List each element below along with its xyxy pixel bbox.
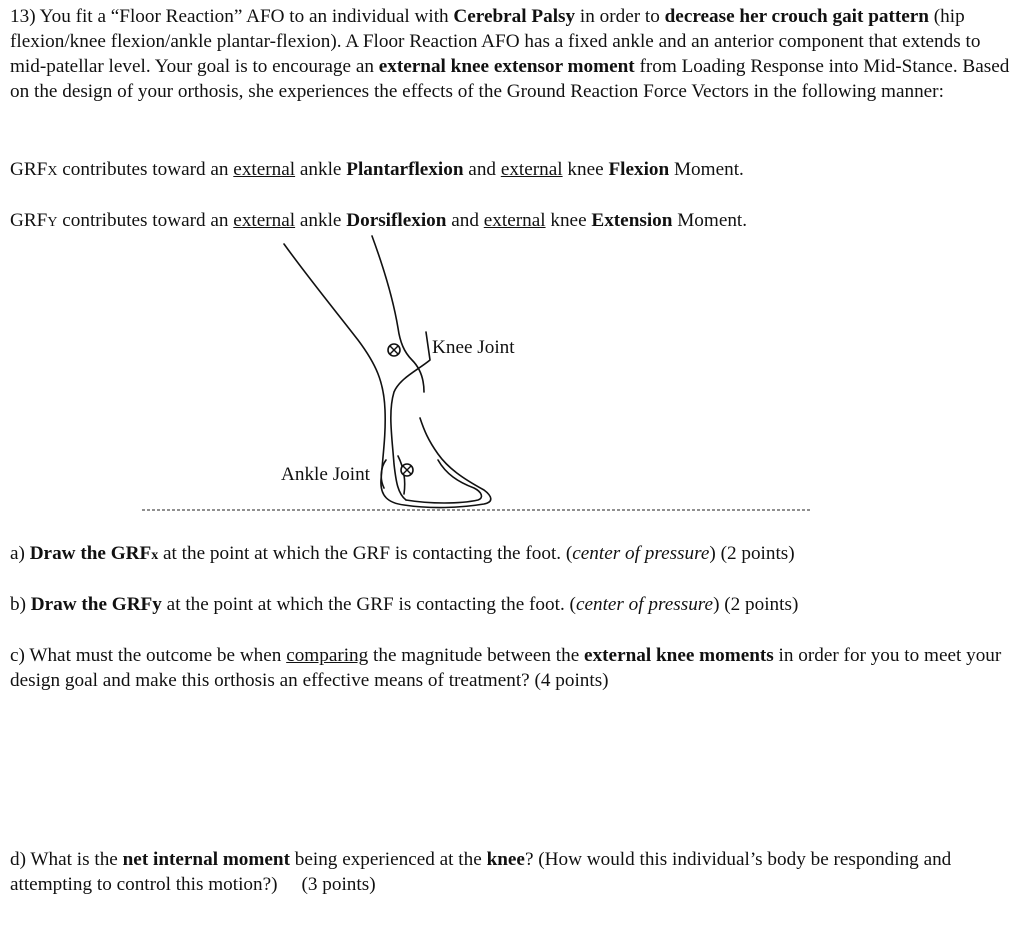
leg-afo-figure — [0, 232, 1024, 522]
knee-joint-label: Knee Joint — [432, 337, 515, 358]
leg-afo-drawing — [0, 232, 1024, 522]
part-d: d) What is the net internal moment being experienced at the knee? (How would this individual’s body be responding and attempting to control this motion?) (3 points) — [10, 849, 957, 895]
part-b: b) Draw the GRFy at the point at which the GRF is contacting the foot. (center of pressure) (2 points) — [10, 594, 799, 615]
question-number: 13) — [10, 6, 36, 27]
part-c: c) What must the outcome be when comparing the magnitude between the external knee moments in order for you to meet your design goal and make this orthosis an effective means of treatment? (4 points) — [10, 645, 1002, 691]
part-a: a) Draw the GRFx at the point at which the GRF is contacting the foot. (center of pressure) (2 points) — [10, 543, 795, 564]
knee-joint-marker-icon — [388, 344, 400, 356]
ankle-joint-label: Ankle Joint — [281, 464, 371, 485]
grfy-statement: GRFY contributes toward an external ankle Dorsiflexion and external knee Extension Moment. — [10, 210, 748, 231]
leg-anterior-outline — [372, 236, 424, 392]
grfx-statement: GRFX contributes toward an external ankle Plantarflexion and external knee Flexion Moment. — [10, 159, 744, 180]
ankle-joint-marker-icon — [401, 464, 413, 476]
question-intro: 13) You fit a “Floor Reaction” AFO to an individual with Cerebral Palsy in order to decrease her crouch gait pattern (hip flexion/knee flexion/ankle plantar-flexion). A Floor Reaction AFO has a fixed ankle and an anterior component that extends to mid-patellar level. Your goal is to encourage an external knee extensor moment from Loading Response into Mid-Stance. Based on the design of your orthosis, she experiences the effects of the Ground Reaction Force Vectors in the following manner: — [10, 6, 1010, 102]
